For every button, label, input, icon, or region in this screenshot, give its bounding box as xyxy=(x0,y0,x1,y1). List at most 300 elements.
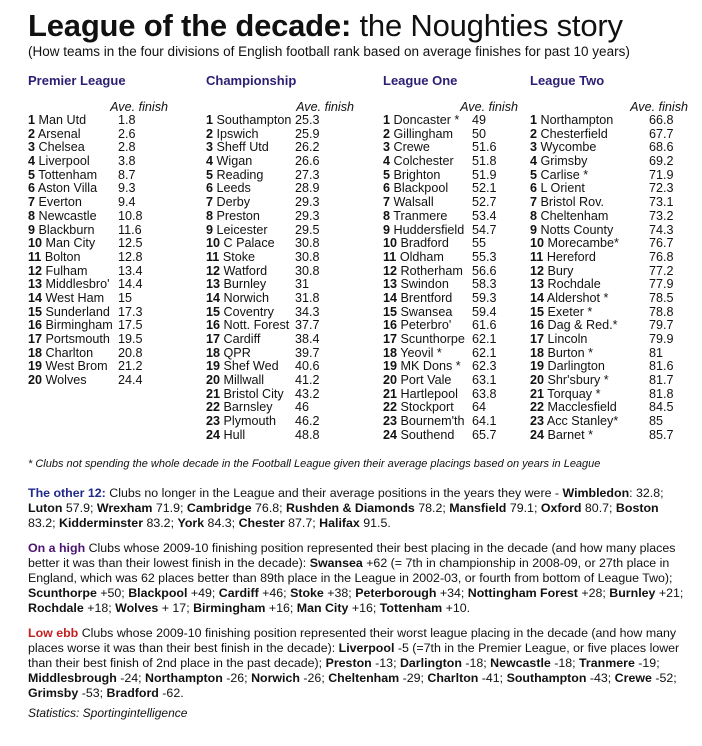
title-bold: League of the decade: xyxy=(28,8,352,43)
paragraph-text: +21; xyxy=(655,586,684,600)
team-rank: 2 xyxy=(383,126,391,141)
average-finish-value: 40.6 xyxy=(295,359,320,374)
team-name: Bristol City xyxy=(220,386,284,401)
paragraph-text: Clubs whose 2009-10 finishing position represented their best placing in the decade (and how many places better it was than their lowest finish in the decade): xyxy=(28,541,676,570)
team-name: Southampton xyxy=(213,113,292,127)
team-row xyxy=(28,114,168,128)
paragraph-text: 83.2; xyxy=(28,516,60,530)
team-name: Arsenal xyxy=(35,126,81,141)
average-finish-value: 8.7 xyxy=(118,167,136,182)
paragraph-text: 87.7; xyxy=(284,516,320,530)
team-row xyxy=(206,429,354,443)
team-rank: 3 xyxy=(530,140,538,155)
team-rank: 20 xyxy=(28,373,43,388)
average-finish-value: 81.6 xyxy=(649,359,674,374)
team-row xyxy=(28,347,168,361)
team-row xyxy=(530,265,688,279)
team-row xyxy=(28,210,168,224)
team-row xyxy=(28,319,168,333)
average-finish-value: 19.5 xyxy=(118,332,143,346)
team-row xyxy=(530,196,688,210)
team-name: Blackpool xyxy=(390,181,449,196)
average-finish-value: 55.3 xyxy=(472,249,497,264)
paragraph-text: -26; xyxy=(299,671,329,685)
club-name: Man City xyxy=(296,601,349,615)
page-subtitle: (How teams in the four divisions of English football rank based on average finishes for past 10 years) xyxy=(28,44,630,59)
average-finish-value: 62.1 xyxy=(472,345,497,360)
average-finish-value: 84.5 xyxy=(649,400,674,415)
average-finish-value: 74.3 xyxy=(649,222,674,237)
average-finish-value: 55 xyxy=(472,236,487,251)
team-row xyxy=(206,141,354,155)
team-rank: 11 xyxy=(530,249,544,264)
average-finish-value: 72.3 xyxy=(649,181,674,196)
team-rank: 17 xyxy=(383,332,398,346)
team-name: Derby xyxy=(213,195,251,210)
paragraph-text: -24; xyxy=(116,671,146,685)
team-row xyxy=(383,182,518,196)
average-finish-value: 59.4 xyxy=(472,304,497,319)
average-finish-value: 61.6 xyxy=(472,318,497,333)
team-name: Wolves xyxy=(42,373,87,388)
team-name: Plymouth xyxy=(220,414,277,429)
team-row xyxy=(530,114,688,128)
paragraph-text: : 32.8; xyxy=(629,486,664,500)
club-name: Liverpool xyxy=(338,641,395,655)
team-name: Scunthorpe xyxy=(397,332,465,346)
team-row xyxy=(206,374,354,388)
team-rank: 5 xyxy=(28,167,36,182)
team-rank: 11 xyxy=(28,249,42,264)
team-row xyxy=(530,237,688,251)
team-row xyxy=(383,306,518,320)
club-name: Scunthorpe xyxy=(28,586,97,600)
paragraph-text: -29; xyxy=(399,671,428,685)
team-name: Liverpool xyxy=(35,154,90,169)
team-rank: 15 xyxy=(530,304,545,319)
team-row xyxy=(28,374,168,388)
average-finish-value: 34.3 xyxy=(295,304,320,319)
team-row xyxy=(383,360,518,374)
team-name: Wigan xyxy=(213,154,253,169)
division-column xyxy=(206,74,354,443)
team-name: Aldershot * xyxy=(544,290,609,305)
team-name: Barnet * xyxy=(544,427,594,442)
team-rank: 2 xyxy=(530,126,538,141)
paragraph-text: +28; xyxy=(577,586,610,600)
team-row xyxy=(383,401,518,415)
team-name: Man City xyxy=(42,236,96,251)
average-finish-value: 64 xyxy=(472,400,487,415)
team-name: Sheff Utd xyxy=(213,140,269,155)
club-name: Norwich xyxy=(251,671,300,685)
team-row xyxy=(530,155,688,169)
team-rank: 17 xyxy=(28,332,43,346)
team-name: MK Dons * xyxy=(397,359,461,374)
team-name: Chesterfield xyxy=(537,126,608,141)
team-rank: 11 xyxy=(383,249,397,264)
team-row xyxy=(383,388,518,402)
team-name: Wycombe xyxy=(537,140,597,155)
paragraph-text: 91.5. xyxy=(359,516,391,530)
team-rank: 1 xyxy=(530,113,538,127)
average-finish-value: 76.8 xyxy=(649,249,674,264)
team-row xyxy=(383,210,518,224)
team-rank: 3 xyxy=(28,140,36,155)
team-row xyxy=(530,306,688,320)
paragraph-text: +46; xyxy=(258,586,291,600)
team-rank: 20 xyxy=(206,373,221,388)
team-row xyxy=(28,169,168,183)
average-finish-value: 76.7 xyxy=(649,236,674,251)
team-row xyxy=(530,251,688,265)
average-finish-value: 10.8 xyxy=(118,208,143,223)
team-rank: 19 xyxy=(383,359,398,374)
team-rank: 18 xyxy=(206,345,221,360)
team-name: Watford xyxy=(220,263,268,278)
team-rank: 24 xyxy=(206,427,221,442)
team-row xyxy=(383,224,518,238)
paragraph-text: -43; xyxy=(586,671,615,685)
team-rank: 1 xyxy=(28,113,36,127)
club-name: Halifax xyxy=(319,516,360,530)
team-rank: 10 xyxy=(28,236,43,251)
team-row xyxy=(206,388,354,402)
team-rank: 23 xyxy=(383,414,398,429)
team-row xyxy=(530,319,688,333)
paragraph-text: 76.8; xyxy=(251,501,287,515)
team-row xyxy=(383,141,518,155)
team-name: Brentford xyxy=(397,290,453,305)
team-rank: 14 xyxy=(383,290,398,305)
team-row xyxy=(206,265,354,279)
team-rank: 11 xyxy=(206,249,220,264)
average-finish-value: 52.1 xyxy=(472,181,497,196)
team-rank: 21 xyxy=(206,386,221,401)
paragraph-text: 84.3; xyxy=(204,516,239,530)
average-finish-value: 20.8 xyxy=(118,345,143,360)
team-name: C Palace xyxy=(220,236,275,251)
team-row xyxy=(206,278,354,292)
team-name: Doncaster * xyxy=(390,113,460,127)
team-name: West Ham xyxy=(42,290,105,305)
team-row xyxy=(530,169,688,183)
average-finish-value: 31.8 xyxy=(295,290,320,305)
team-rank: 23 xyxy=(530,414,545,429)
average-finish-value: 85.7 xyxy=(649,427,674,442)
club-name: Bradford xyxy=(106,686,159,700)
average-finish-value: 66.8 xyxy=(649,113,674,127)
division-heading: League One xyxy=(383,73,458,88)
team-rank: 1 xyxy=(206,113,214,127)
team-rank: 13 xyxy=(206,277,221,292)
club-name: Northampton xyxy=(145,671,223,685)
club-name: Stoke xyxy=(290,586,324,600)
division-column xyxy=(28,74,168,388)
average-finish-value: 79.7 xyxy=(649,318,674,333)
team-row xyxy=(28,333,168,347)
average-finish-value: 62.3 xyxy=(472,359,497,374)
average-finish-value: 30.8 xyxy=(295,236,320,251)
average-finish-value: 1.8 xyxy=(118,113,136,127)
club-name: Cardiff xyxy=(218,586,259,600)
team-name: Bolton xyxy=(41,249,81,264)
team-rank: 21 xyxy=(383,386,398,401)
team-name: Exeter * xyxy=(544,304,593,319)
club-name: Tranmere xyxy=(579,656,635,670)
club-name: Burnley xyxy=(609,586,656,600)
team-rank: 2 xyxy=(28,126,36,141)
team-name: Swindon xyxy=(397,277,449,292)
team-rank: 14 xyxy=(530,290,545,305)
club-name: Rochdale xyxy=(28,601,84,615)
team-rank: 24 xyxy=(383,427,398,442)
team-rank: 5 xyxy=(383,167,391,182)
team-row xyxy=(28,182,168,196)
team-row xyxy=(530,210,688,224)
average-finish-value: 17.5 xyxy=(118,318,143,333)
title-rest: the Noughties story xyxy=(351,8,623,43)
average-finish-value: 59.3 xyxy=(472,290,497,305)
team-rank: 20 xyxy=(530,373,545,388)
team-row xyxy=(206,360,354,374)
team-row xyxy=(206,169,354,183)
club-name: Grimsby xyxy=(28,686,79,700)
club-name: Luton xyxy=(28,501,63,515)
club-name: Crewe xyxy=(614,671,652,685)
team-row xyxy=(530,401,688,415)
team-row xyxy=(383,374,518,388)
team-row xyxy=(28,196,168,210)
team-name: Stoke xyxy=(219,249,256,264)
team-row xyxy=(383,347,518,361)
team-name: Hartlepool xyxy=(397,386,458,401)
team-rank: 1 xyxy=(383,113,391,127)
average-finish-value: 56.6 xyxy=(472,263,497,278)
team-rank: 17 xyxy=(530,332,545,346)
average-finish-value: 30.8 xyxy=(295,263,320,278)
team-row xyxy=(383,265,518,279)
team-rank: 6 xyxy=(206,181,214,196)
team-rank: 5 xyxy=(206,167,214,182)
club-name: Cheltenham xyxy=(328,671,400,685)
average-finish-value: 27.3 xyxy=(295,167,320,182)
team-rank: 10 xyxy=(206,236,221,251)
team-rank: 13 xyxy=(383,277,398,292)
team-name: L Orient xyxy=(537,181,585,196)
average-finish-value: 65.7 xyxy=(472,427,497,442)
team-name: Burnley xyxy=(220,277,267,292)
team-name: Coventry xyxy=(220,304,274,319)
team-row xyxy=(530,278,688,292)
club-name: Nottingham Forest xyxy=(467,586,578,600)
team-row xyxy=(383,333,518,347)
team-rank: 7 xyxy=(383,195,391,210)
team-rank: 16 xyxy=(28,318,43,333)
team-rank: 21 xyxy=(530,386,545,401)
average-finish-value: 3.8 xyxy=(118,154,136,169)
average-finish-value: 14.4 xyxy=(118,277,143,292)
team-rank: 18 xyxy=(28,345,43,360)
average-finish-value: 64.1 xyxy=(472,414,497,429)
team-name: Norwich xyxy=(220,290,270,305)
average-finish-value: 31 xyxy=(295,277,310,292)
team-name: Ipswich xyxy=(213,126,259,141)
team-rank: 13 xyxy=(28,277,43,292)
team-row xyxy=(383,114,518,128)
team-rank: 12 xyxy=(383,263,398,278)
team-row xyxy=(383,155,518,169)
paragraph-text: 78.2; xyxy=(414,501,450,515)
team-row xyxy=(206,114,354,128)
ave-finish-header: Ave. finish xyxy=(460,100,518,114)
on-a-high-paragraph xyxy=(28,541,688,616)
average-finish-value: 78.5 xyxy=(649,290,674,305)
other-12-paragraph xyxy=(28,486,688,531)
average-finish-value: 12.5 xyxy=(118,236,143,251)
club-name: Wrexham xyxy=(96,501,153,515)
team-rank: 8 xyxy=(206,208,214,223)
paragraph-text: -18; xyxy=(550,656,580,670)
average-finish-value: 17.3 xyxy=(118,304,143,319)
average-finish-value: 46.2 xyxy=(295,414,320,429)
team-rank: 8 xyxy=(383,208,391,223)
team-rank: 12 xyxy=(28,263,43,278)
team-row xyxy=(206,306,354,320)
team-name: Notts County xyxy=(537,222,614,237)
paragraph-text: 80.7; xyxy=(581,501,616,515)
average-finish-value: 11.6 xyxy=(118,222,142,237)
team-name: Nott. Forest xyxy=(220,318,290,333)
club-name: Charlton xyxy=(427,671,479,685)
team-name: Morecambe* xyxy=(544,236,619,251)
statistics-credit: Statistics: Sportingintelligence xyxy=(28,706,188,720)
team-rank: 16 xyxy=(530,318,545,333)
paragraph-text: +62 (= 7th in championship in 2008-09, or 27th place in England, which was 62 places better than 89th place in the League in 2002-03, or fourth from bottom of League Two); xyxy=(28,556,673,585)
average-finish-value: 29.3 xyxy=(295,195,320,210)
team-name: Preston xyxy=(213,208,260,223)
team-rank: 15 xyxy=(206,304,221,319)
average-finish-value: 26.6 xyxy=(295,154,320,169)
team-row xyxy=(206,128,354,142)
team-rank: 16 xyxy=(383,318,398,333)
team-row xyxy=(530,415,688,429)
team-name: Leeds xyxy=(213,181,251,196)
team-rank: 15 xyxy=(28,304,43,319)
paragraph-text: +10. xyxy=(442,601,471,615)
average-finish-value: 71.9 xyxy=(649,167,674,182)
team-row xyxy=(530,347,688,361)
team-name: Aston Villa xyxy=(35,181,98,196)
paragraph-text: -53; xyxy=(78,686,107,700)
team-rank: 9 xyxy=(28,222,36,237)
team-name: Burton * xyxy=(544,345,594,360)
average-finish-value: 58.3 xyxy=(472,277,497,292)
average-finish-value: 54.7 xyxy=(472,222,497,237)
team-name: Middlesbro' xyxy=(42,277,110,292)
average-finish-value: 69.2 xyxy=(649,154,674,169)
team-row xyxy=(530,374,688,388)
team-name: Colchester xyxy=(390,154,454,169)
team-rank: 15 xyxy=(383,304,398,319)
team-rank: 18 xyxy=(383,345,398,360)
club-name: Wolves xyxy=(115,601,159,615)
team-rank: 12 xyxy=(206,263,221,278)
team-rank: 22 xyxy=(530,400,545,415)
club-name: Oxford xyxy=(540,501,582,515)
average-finish-value: 81.7 xyxy=(649,373,674,388)
team-row xyxy=(383,169,518,183)
club-name: Preston xyxy=(325,656,372,670)
average-finish-value: 25.9 xyxy=(295,126,320,141)
ave-finish-header: Ave. finish xyxy=(630,100,688,114)
team-row xyxy=(28,251,168,265)
average-finish-value: 49 xyxy=(472,113,487,127)
team-rank: 10 xyxy=(530,236,545,251)
team-row xyxy=(383,292,518,306)
team-rank: 3 xyxy=(206,140,214,155)
average-finish-value: 53.4 xyxy=(472,208,497,223)
team-rank: 2 xyxy=(206,126,214,141)
team-name: Port Vale xyxy=(397,373,452,388)
team-rank: 5 xyxy=(530,167,538,182)
average-finish-value: 51.8 xyxy=(472,154,497,169)
team-name: Hull xyxy=(220,427,246,442)
average-finish-value: 81.8 xyxy=(649,386,674,401)
team-rank: 19 xyxy=(206,359,221,374)
club-name: Newcastle xyxy=(490,656,551,670)
team-name: Cheltenham xyxy=(537,208,609,223)
team-name: Tranmere xyxy=(390,208,448,223)
division-heading: Championship xyxy=(206,73,297,88)
team-row xyxy=(530,429,688,443)
team-row xyxy=(206,292,354,306)
team-name: Blackburn xyxy=(35,222,95,237)
team-rank: 22 xyxy=(383,400,398,415)
team-rank: 19 xyxy=(28,359,43,374)
average-finish-value: 2.8 xyxy=(118,140,136,155)
team-name: Swansea xyxy=(397,304,453,319)
team-name: Rochdale xyxy=(544,277,601,292)
team-rank: 3 xyxy=(383,140,391,155)
team-row xyxy=(383,429,518,443)
club-name: Blackpool xyxy=(128,586,188,600)
low-ebb-paragraph xyxy=(28,626,688,701)
average-finish-value: 78.8 xyxy=(649,304,674,319)
paragraph-text: -62. xyxy=(158,686,184,700)
team-name: Gillingham xyxy=(390,126,454,141)
team-rank: 24 xyxy=(530,427,545,442)
average-finish-value: 2.6 xyxy=(118,126,136,141)
team-name: Bournem'th xyxy=(397,414,465,429)
team-row xyxy=(28,306,168,320)
club-name: Birmingham xyxy=(193,601,266,615)
team-name: Shr'sbury * xyxy=(544,373,609,388)
average-finish-value: 79.9 xyxy=(649,332,674,346)
team-row xyxy=(28,128,168,142)
team-name: Brighton xyxy=(390,167,441,182)
average-finish-value: 68.6 xyxy=(649,140,674,155)
team-name: Oldham xyxy=(396,249,444,264)
team-name: Bury xyxy=(544,263,574,278)
average-finish-value: 29.3 xyxy=(295,208,320,223)
team-name: Birmingham xyxy=(42,318,113,333)
team-name: Yeovil * xyxy=(397,345,442,360)
ave-finish-header: Ave. finish xyxy=(110,100,168,114)
paragraph-text: +38; xyxy=(323,586,356,600)
paragraph-text: +16; xyxy=(265,601,297,615)
team-rank: 14 xyxy=(206,290,221,305)
